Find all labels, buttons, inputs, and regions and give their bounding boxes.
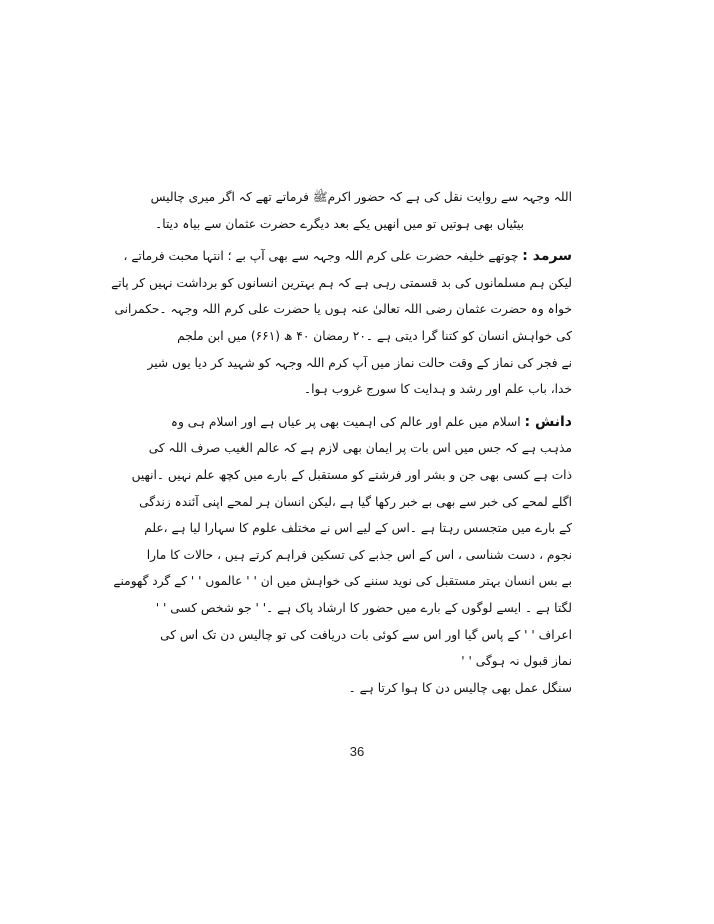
text-line: لگتا ہے ۔ ایسے لوگوں کے بارے میں حضور کا ارشاد پاک ہے ۔' ' جو شخص کسی ' ' <box>155 600 572 615</box>
text-line: نجوم ، دست شناسی ، اس کے اس جذبے کی تسکین فراہم کرتے ہیں ، حالات کا مارا <box>146 547 572 562</box>
text-line: خواہ وہ حضرت عثمان رضی اللہ تعالیٰ عنہ ہوں یا حضرت علی کرم اللہ وجہہ ۔حکمرانی <box>114 302 572 317</box>
text-line <box>123 243 572 270</box>
text-line: بے بس انسان بہتر مستقبل کی نوید سننے کی خواہش میں ان ' ' عالموں ' ' کے گرد گھومنے <box>113 574 572 589</box>
text-line: مذہب ہے کہ جس میں اس بات پر ایمان بھی لازم ہے کہ عالم الغیب صرف اللہ کی <box>148 441 572 456</box>
paragraph-label: دانش : <box>524 413 572 430</box>
text-line <box>150 409 572 436</box>
text-line: کے بارے میں متجسس رہتا ہے ۔اس کے لیے اس نے مختلف علوم کا سہارا لیا ہے ،علم <box>144 521 572 536</box>
paragraph-3 <box>113 409 572 675</box>
paragraph-label: سرمد : <box>522 248 572 265</box>
text-span: چوتھے خلیفہ حضرت علی کرم اللہ وجہہ سے بھی آپ بے ؛ انتہا محبت فرماتے ، <box>123 249 523 264</box>
closing-line: سنگل عمل بھی چالیس دن کا ہوا کرتا ہے ۔ <box>348 680 572 695</box>
text-line: اگلے لمحے کی خبر سے بھی بے خبر رکھا گیا ہے ،لیکن انسان ہر لمحے اپنی آئندہ زندگی <box>139 494 572 509</box>
page-number: 36 <box>349 744 365 759</box>
text-line: اعراف ' ' کے پاس گیا اور اس سے کوئی بات دریافت کی تو چالیس دن تک اس کی <box>160 627 572 642</box>
text-line: ذات ہے کسی بھی جن و بشر اور فرشتے کو مستقبل کے بارے میں کچھ علم نہیں ۔انھیں <box>131 467 572 482</box>
text-line: بیٹیاں بھی ہوتیں تو میں انھیں یکے بعد دیگرے حضرت عثمان سے بیاہ دیتا۔ <box>155 216 524 231</box>
text-span: اسلام میں علم اور عالم کی اہمیت بھی پر عیاں ہے اور اسلام ہی وہ <box>170 414 525 429</box>
text-line: کی خواہش انسان کو کتنا گرا دیتی ہے ۔۲۰ رمضان ۴۰ ھ (۶۶۱) میں ابن ملجم <box>177 328 572 343</box>
text-line: نے فجر کی نماز کے وقت حالت نماز میں آپ کرم اللہ وجہہ کو شہید کر دیا یوں شیر <box>147 355 572 370</box>
text-line: لیکن ہم مسلمانوں کی بد قسمتی رہی ہے کہ ہم بہترین انسانوں کو برداشت نہیں کر پاتے <box>111 275 572 290</box>
paragraph-1 <box>150 184 572 237</box>
text-line: نماز قبول نہ ہوگی ' ' <box>461 654 572 669</box>
urdu-text-block <box>111 184 572 701</box>
text-line: اللہ وجہہ سے روایت نقل کی ہے کہ حضور اکرمﷺ فرماتے تھے کہ اگر میری چالیس <box>150 190 572 204</box>
text-line: خدا، باب علم اور رشد و ہدایت کا سورج غروب ہوا۔ <box>303 382 572 397</box>
paragraph-2 <box>111 243 572 403</box>
